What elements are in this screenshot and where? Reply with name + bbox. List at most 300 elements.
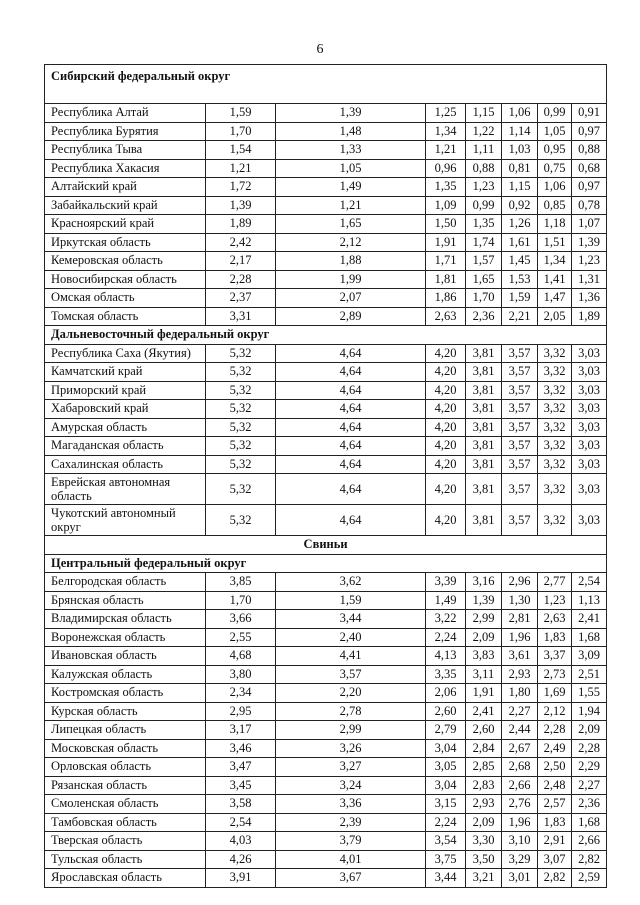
value-cell: 3,47 xyxy=(206,758,276,777)
value-cell: 2,27 xyxy=(572,776,607,795)
value-cell: 2,54 xyxy=(206,813,276,832)
value-cell: 4,64 xyxy=(276,474,426,505)
value-cell: 1,15 xyxy=(466,104,502,123)
region-name: Камчатский край xyxy=(45,363,206,382)
value-cell: 2,27 xyxy=(502,702,538,721)
table-row xyxy=(45,505,607,536)
value-cell: 4,20 xyxy=(426,381,466,400)
value-cell: 3,81 xyxy=(466,437,502,456)
table-row xyxy=(45,270,607,289)
value-cell: 1,81 xyxy=(426,270,466,289)
value-cell: 1,31 xyxy=(572,270,607,289)
district-title: Сибирский федеральный округ xyxy=(45,65,607,104)
region-name: Еврейская автономная область xyxy=(45,474,206,505)
value-cell: 1,71 xyxy=(426,252,466,271)
value-cell: 3,10 xyxy=(502,832,538,851)
value-cell: 4,13 xyxy=(426,647,466,666)
value-cell: 2,21 xyxy=(502,307,538,326)
value-cell: 2,42 xyxy=(206,233,276,252)
value-cell: 2,76 xyxy=(502,795,538,814)
value-cell: 1,70 xyxy=(206,122,276,141)
region-name: Ярославская область xyxy=(45,869,206,888)
table-row xyxy=(45,813,607,832)
table-row xyxy=(45,665,607,684)
region-name: Рязанская область xyxy=(45,776,206,795)
region-name: Магаданская область xyxy=(45,437,206,456)
value-cell: 2,99 xyxy=(276,721,426,740)
region-name: Алтайский край xyxy=(45,178,206,197)
value-cell: 2,66 xyxy=(502,776,538,795)
value-cell: 2,41 xyxy=(466,702,502,721)
value-cell: 3,75 xyxy=(426,850,466,869)
table-row xyxy=(45,122,607,141)
value-cell: 5,32 xyxy=(206,418,276,437)
value-cell: 3,03 xyxy=(572,474,607,505)
value-cell: 1,18 xyxy=(538,215,572,234)
value-cell: 4,64 xyxy=(276,381,426,400)
value-cell: 3,32 xyxy=(538,418,572,437)
value-cell: 0,92 xyxy=(502,196,538,215)
value-cell: 1,15 xyxy=(502,178,538,197)
value-cell: 1,33 xyxy=(276,141,426,160)
value-cell: 1,61 xyxy=(502,233,538,252)
value-cell: 1,89 xyxy=(572,307,607,326)
value-cell: 2,36 xyxy=(572,795,607,814)
table-row xyxy=(45,307,607,326)
region-name: Республика Тыва xyxy=(45,141,206,160)
table-row xyxy=(45,628,607,647)
value-cell: 3,32 xyxy=(538,455,572,474)
value-cell: 3,91 xyxy=(206,869,276,888)
value-cell: 1,49 xyxy=(276,178,426,197)
value-cell: 3,83 xyxy=(466,647,502,666)
value-cell: 2,79 xyxy=(426,721,466,740)
value-cell: 2,78 xyxy=(276,702,426,721)
region-name: Липецкая область xyxy=(45,721,206,740)
value-cell: 1,30 xyxy=(502,591,538,610)
value-cell: 5,32 xyxy=(206,505,276,536)
value-cell: 1,39 xyxy=(466,591,502,610)
value-cell: 1,70 xyxy=(466,289,502,308)
value-cell: 1,21 xyxy=(426,141,466,160)
value-cell: 1,06 xyxy=(538,178,572,197)
value-cell: 2,06 xyxy=(426,684,466,703)
value-cell: 1,21 xyxy=(276,196,426,215)
value-cell: 3,67 xyxy=(276,869,426,888)
value-cell: 0,99 xyxy=(466,196,502,215)
value-cell: 1,65 xyxy=(466,270,502,289)
region-name: Брянская область xyxy=(45,591,206,610)
value-cell: 3,81 xyxy=(466,400,502,419)
value-cell: 1,91 xyxy=(426,233,466,252)
value-cell: 3,21 xyxy=(466,869,502,888)
value-cell: 3,22 xyxy=(426,610,466,629)
value-cell: 2,68 xyxy=(502,758,538,777)
value-cell: 3,61 xyxy=(502,647,538,666)
value-cell: 4,20 xyxy=(426,474,466,505)
value-cell: 2,24 xyxy=(426,813,466,832)
value-cell: 3,01 xyxy=(502,869,538,888)
region-name: Белгородская область xyxy=(45,573,206,592)
value-cell: 3,32 xyxy=(538,363,572,382)
value-cell: 1,13 xyxy=(572,591,607,610)
region-name: Кемеровская область xyxy=(45,252,206,271)
table-row xyxy=(45,832,607,851)
value-cell: 1,23 xyxy=(572,252,607,271)
region-name: Костромская область xyxy=(45,684,206,703)
region-name: Московская область xyxy=(45,739,206,758)
table-row xyxy=(45,196,607,215)
value-cell: 2,39 xyxy=(276,813,426,832)
value-cell: 1,88 xyxy=(276,252,426,271)
value-cell: 1,59 xyxy=(206,104,276,123)
value-cell: 1,69 xyxy=(538,684,572,703)
value-cell: 2,44 xyxy=(502,721,538,740)
value-cell: 2,41 xyxy=(572,610,607,629)
value-cell: 3,46 xyxy=(206,739,276,758)
table-row xyxy=(45,573,607,592)
value-cell: 2,20 xyxy=(276,684,426,703)
value-cell: 3,03 xyxy=(572,400,607,419)
table-row xyxy=(45,739,607,758)
value-cell: 3,04 xyxy=(426,776,466,795)
region-name: Новосибирская область xyxy=(45,270,206,289)
value-cell: 0,91 xyxy=(572,104,607,123)
region-name: Хабаровский край xyxy=(45,400,206,419)
value-cell: 3,81 xyxy=(466,474,502,505)
value-cell: 1,59 xyxy=(276,591,426,610)
value-cell: 3,24 xyxy=(276,776,426,795)
region-name: Владимирская область xyxy=(45,610,206,629)
value-cell: 2,28 xyxy=(206,270,276,289)
value-cell: 1,39 xyxy=(276,104,426,123)
value-cell: 4,20 xyxy=(426,344,466,363)
value-cell: 3,35 xyxy=(426,665,466,684)
value-cell: 3,32 xyxy=(538,505,572,536)
value-cell: 4,41 xyxy=(276,647,426,666)
value-cell: 0,88 xyxy=(572,141,607,160)
table-row xyxy=(45,178,607,197)
table-row xyxy=(45,400,607,419)
table-row xyxy=(45,252,607,271)
value-cell: 3,36 xyxy=(276,795,426,814)
region-name: Республика Саха (Якутия) xyxy=(45,344,206,363)
value-cell: 4,03 xyxy=(206,832,276,851)
value-cell: 3,44 xyxy=(426,869,466,888)
region-name: Тульская область xyxy=(45,850,206,869)
region-name: Омская область xyxy=(45,289,206,308)
value-cell: 2,09 xyxy=(572,721,607,740)
region-name: Сахалинская область xyxy=(45,455,206,474)
value-cell: 1,45 xyxy=(502,252,538,271)
value-cell: 1,96 xyxy=(502,813,538,832)
value-cell: 2,48 xyxy=(538,776,572,795)
table-row xyxy=(45,474,607,505)
coefficients-table xyxy=(44,64,607,888)
table-row xyxy=(45,776,607,795)
value-cell: 3,81 xyxy=(466,505,502,536)
value-cell: 1,03 xyxy=(502,141,538,160)
value-cell: 1,48 xyxy=(276,122,426,141)
group-title: Свиньи xyxy=(45,536,607,555)
value-cell: 4,64 xyxy=(276,344,426,363)
table-row xyxy=(45,647,607,666)
table-row xyxy=(45,233,607,252)
group-header-row xyxy=(45,536,607,555)
value-cell: 3,81 xyxy=(466,455,502,474)
value-cell: 1,07 xyxy=(572,215,607,234)
value-cell: 4,64 xyxy=(276,505,426,536)
value-cell: 3,57 xyxy=(502,418,538,437)
value-cell: 2,40 xyxy=(276,628,426,647)
value-cell: 3,57 xyxy=(276,665,426,684)
table-row xyxy=(45,702,607,721)
value-cell: 3,44 xyxy=(276,610,426,629)
value-cell: 1,51 xyxy=(538,233,572,252)
value-cell: 3,17 xyxy=(206,721,276,740)
value-cell: 3,58 xyxy=(206,795,276,814)
value-cell: 1,72 xyxy=(206,178,276,197)
table-row xyxy=(45,795,607,814)
value-cell: 4,64 xyxy=(276,455,426,474)
value-cell: 2,37 xyxy=(206,289,276,308)
table-row xyxy=(45,455,607,474)
value-cell: 4,64 xyxy=(276,418,426,437)
value-cell: 3,03 xyxy=(572,363,607,382)
value-cell: 0,85 xyxy=(538,196,572,215)
value-cell: 3,29 xyxy=(502,850,538,869)
value-cell: 4,20 xyxy=(426,418,466,437)
value-cell: 2,60 xyxy=(426,702,466,721)
value-cell: 4,20 xyxy=(426,505,466,536)
value-cell: 2,82 xyxy=(572,850,607,869)
value-cell: 1,49 xyxy=(426,591,466,610)
value-cell: 3,39 xyxy=(426,573,466,592)
value-cell: 3,85 xyxy=(206,573,276,592)
value-cell: 1,09 xyxy=(426,196,466,215)
value-cell: 0,78 xyxy=(572,196,607,215)
value-cell: 4,20 xyxy=(426,400,466,419)
value-cell: 1,21 xyxy=(206,159,276,178)
value-cell: 2,28 xyxy=(538,721,572,740)
value-cell: 2,07 xyxy=(276,289,426,308)
value-cell: 3,57 xyxy=(502,381,538,400)
value-cell: 1,83 xyxy=(538,813,572,832)
value-cell: 4,01 xyxy=(276,850,426,869)
value-cell: 1,70 xyxy=(206,591,276,610)
value-cell: 0,81 xyxy=(502,159,538,178)
value-cell: 3,05 xyxy=(426,758,466,777)
table-row xyxy=(45,437,607,456)
value-cell: 1,35 xyxy=(466,215,502,234)
value-cell: 3,03 xyxy=(572,505,607,536)
region-name: Тамбовская область xyxy=(45,813,206,832)
value-cell: 1,55 xyxy=(572,684,607,703)
value-cell: 3,03 xyxy=(572,437,607,456)
value-cell: 2,12 xyxy=(276,233,426,252)
value-cell: 3,03 xyxy=(572,381,607,400)
value-cell: 1,05 xyxy=(276,159,426,178)
district-title: Центральный федеральный округ xyxy=(45,554,607,573)
value-cell: 2,95 xyxy=(206,702,276,721)
region-name: Республика Бурятия xyxy=(45,122,206,141)
value-cell: 2,24 xyxy=(426,628,466,647)
region-name: Орловская область xyxy=(45,758,206,777)
value-cell: 1,80 xyxy=(502,684,538,703)
table-row xyxy=(45,591,607,610)
value-cell: 3,45 xyxy=(206,776,276,795)
value-cell: 5,32 xyxy=(206,344,276,363)
value-cell: 1,53 xyxy=(502,270,538,289)
value-cell: 1,54 xyxy=(206,141,276,160)
value-cell: 3,81 xyxy=(466,363,502,382)
value-cell: 3,81 xyxy=(466,344,502,363)
value-cell: 0,99 xyxy=(538,104,572,123)
value-cell: 1,11 xyxy=(466,141,502,160)
value-cell: 1,39 xyxy=(206,196,276,215)
value-cell: 3,32 xyxy=(538,474,572,505)
value-cell: 2,12 xyxy=(538,702,572,721)
table-row xyxy=(45,215,607,234)
value-cell: 2,82 xyxy=(538,869,572,888)
table-row xyxy=(45,344,607,363)
table-row xyxy=(45,684,607,703)
value-cell: 1,25 xyxy=(426,104,466,123)
value-cell: 1,47 xyxy=(538,289,572,308)
table-row xyxy=(45,850,607,869)
value-cell: 3,32 xyxy=(538,437,572,456)
value-cell: 3,15 xyxy=(426,795,466,814)
table-row xyxy=(45,869,607,888)
value-cell: 5,32 xyxy=(206,381,276,400)
value-cell: 1,68 xyxy=(572,628,607,647)
value-cell: 2,77 xyxy=(538,573,572,592)
value-cell: 3,11 xyxy=(466,665,502,684)
table-row xyxy=(45,363,607,382)
value-cell: 2,93 xyxy=(466,795,502,814)
value-cell: 4,20 xyxy=(426,437,466,456)
value-cell: 1,94 xyxy=(572,702,607,721)
value-cell: 3,32 xyxy=(538,381,572,400)
value-cell: 2,54 xyxy=(572,573,607,592)
district-header-row xyxy=(45,326,607,345)
value-cell: 1,05 xyxy=(538,122,572,141)
table-row xyxy=(45,721,607,740)
value-cell: 2,83 xyxy=(466,776,502,795)
value-cell: 2,63 xyxy=(426,307,466,326)
value-cell: 0,95 xyxy=(538,141,572,160)
value-cell: 1,22 xyxy=(466,122,502,141)
value-cell: 0,97 xyxy=(572,178,607,197)
value-cell: 2,55 xyxy=(206,628,276,647)
value-cell: 2,81 xyxy=(502,610,538,629)
value-cell: 1,91 xyxy=(466,684,502,703)
value-cell: 2,84 xyxy=(466,739,502,758)
region-name: Тверская область xyxy=(45,832,206,851)
value-cell: 0,97 xyxy=(572,122,607,141)
value-cell: 1,74 xyxy=(466,233,502,252)
region-name: Калужская область xyxy=(45,665,206,684)
value-cell: 2,93 xyxy=(502,665,538,684)
value-cell: 3,57 xyxy=(502,505,538,536)
value-cell: 1,86 xyxy=(426,289,466,308)
value-cell: 0,68 xyxy=(572,159,607,178)
value-cell: 3,37 xyxy=(538,647,572,666)
value-cell: 3,50 xyxy=(466,850,502,869)
table-row xyxy=(45,610,607,629)
value-cell: 2,60 xyxy=(466,721,502,740)
value-cell: 1,14 xyxy=(502,122,538,141)
value-cell: 1,26 xyxy=(502,215,538,234)
value-cell: 3,66 xyxy=(206,610,276,629)
page-number: 6 xyxy=(316,42,324,57)
value-cell: 2,85 xyxy=(466,758,502,777)
region-name: Приморский край xyxy=(45,381,206,400)
region-name: Красноярский край xyxy=(45,215,206,234)
region-name: Иркутская область xyxy=(45,233,206,252)
value-cell: 4,68 xyxy=(206,647,276,666)
region-name: Курская область xyxy=(45,702,206,721)
value-cell: 1,06 xyxy=(502,104,538,123)
value-cell: 2,29 xyxy=(572,758,607,777)
table-body xyxy=(45,65,607,888)
value-cell: 3,57 xyxy=(502,437,538,456)
region-name: Амурская область xyxy=(45,418,206,437)
region-name: Забайкальский край xyxy=(45,196,206,215)
value-cell: 3,54 xyxy=(426,832,466,851)
table-row xyxy=(45,418,607,437)
value-cell: 3,57 xyxy=(502,455,538,474)
table-row xyxy=(45,104,607,123)
value-cell: 1,36 xyxy=(572,289,607,308)
value-cell: 3,80 xyxy=(206,665,276,684)
value-cell: 3,03 xyxy=(572,418,607,437)
value-cell: 2,09 xyxy=(466,813,502,832)
value-cell: 4,64 xyxy=(276,363,426,382)
value-cell: 3,57 xyxy=(502,400,538,419)
value-cell: 2,17 xyxy=(206,252,276,271)
region-name: Республика Хакасия xyxy=(45,159,206,178)
table-row xyxy=(45,141,607,160)
value-cell: 1,65 xyxy=(276,215,426,234)
value-cell: 1,89 xyxy=(206,215,276,234)
value-cell: 4,20 xyxy=(426,363,466,382)
value-cell: 3,07 xyxy=(538,850,572,869)
value-cell: 1,96 xyxy=(502,628,538,647)
value-cell: 2,99 xyxy=(466,610,502,629)
value-cell: 3,32 xyxy=(538,400,572,419)
value-cell: 2,36 xyxy=(466,307,502,326)
value-cell: 4,26 xyxy=(206,850,276,869)
value-cell: 2,59 xyxy=(572,869,607,888)
value-cell: 1,23 xyxy=(466,178,502,197)
value-cell: 3,32 xyxy=(538,344,572,363)
region-name: Смоленская область xyxy=(45,795,206,814)
value-cell: 3,31 xyxy=(206,307,276,326)
value-cell: 1,50 xyxy=(426,215,466,234)
value-cell: 2,51 xyxy=(572,665,607,684)
value-cell: 2,67 xyxy=(502,739,538,758)
value-cell: 3,79 xyxy=(276,832,426,851)
value-cell: 2,73 xyxy=(538,665,572,684)
value-cell: 5,32 xyxy=(206,400,276,419)
value-cell: 3,81 xyxy=(466,418,502,437)
value-cell: 2,91 xyxy=(538,832,572,851)
value-cell: 5,32 xyxy=(206,437,276,456)
value-cell: 1,34 xyxy=(426,122,466,141)
value-cell: 1,57 xyxy=(466,252,502,271)
value-cell: 0,88 xyxy=(466,159,502,178)
